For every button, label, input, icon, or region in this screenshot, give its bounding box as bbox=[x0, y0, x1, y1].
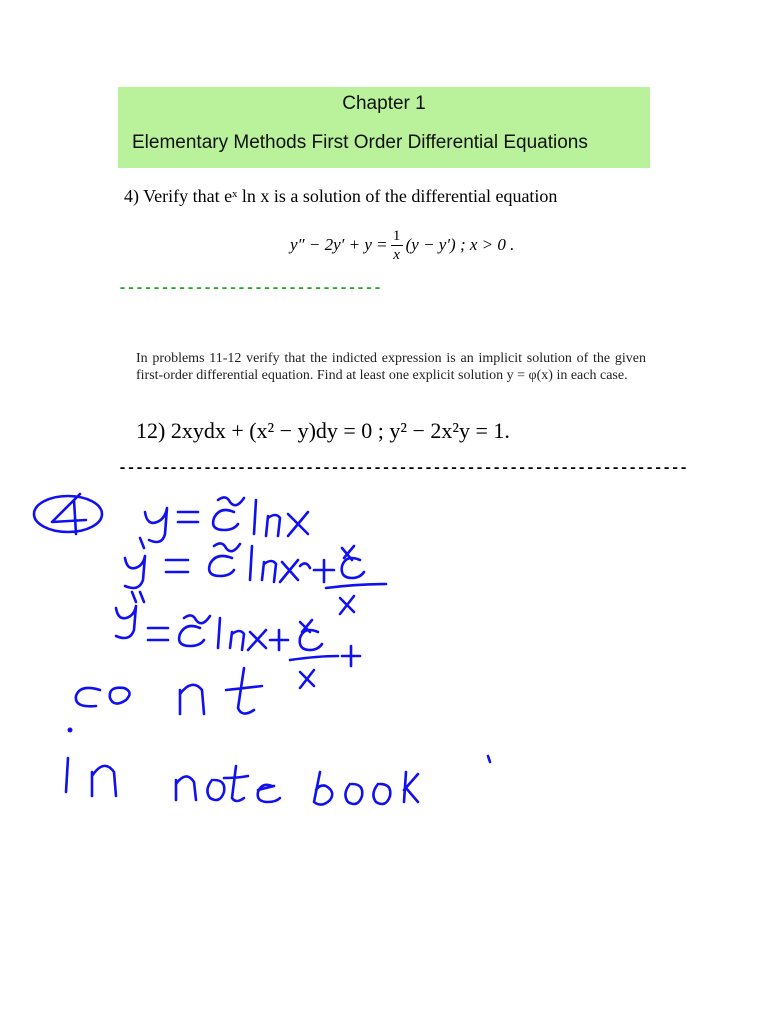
handwritten-cont bbox=[69, 668, 262, 731]
fraction-denominator: x bbox=[393, 246, 400, 263]
chapter-title: Chapter 1 bbox=[342, 93, 426, 114]
green-separator: ------------------------------- bbox=[118, 280, 382, 297]
equation-rhs: (y − y′) ; x > 0 . bbox=[405, 235, 515, 254]
problem-4-statement: 4) Verify that eˣ ln x is a solution of the differential equation bbox=[124, 186, 558, 206]
handwritten-line-2 bbox=[125, 538, 386, 614]
chapter-subtitle: Elementary Methods First Order Differential Equations bbox=[132, 132, 588, 153]
equation-lhs: y″ − 2y′ + y = bbox=[290, 235, 388, 254]
problem-12-equation: 12) 2xydx + (x² − y)dy = 0 ; y² − 2x²y = 1. bbox=[136, 418, 510, 443]
black-separator: ------------------------------------------------------------------- bbox=[118, 460, 688, 477]
circled-4-note bbox=[34, 494, 102, 534]
fraction-numerator: 1 bbox=[392, 227, 401, 244]
problems-11-12-intro: In problems 11-12 verify that the indicted expression is an implicit solution of the given first-order differential equation. Find at least one explicit solution y = φ(x) in each case. bbox=[136, 351, 646, 383]
handwritten-line-1 bbox=[145, 497, 308, 542]
handwritten-in-notebook bbox=[66, 756, 490, 805]
handwritten-line-3 bbox=[116, 592, 360, 688]
